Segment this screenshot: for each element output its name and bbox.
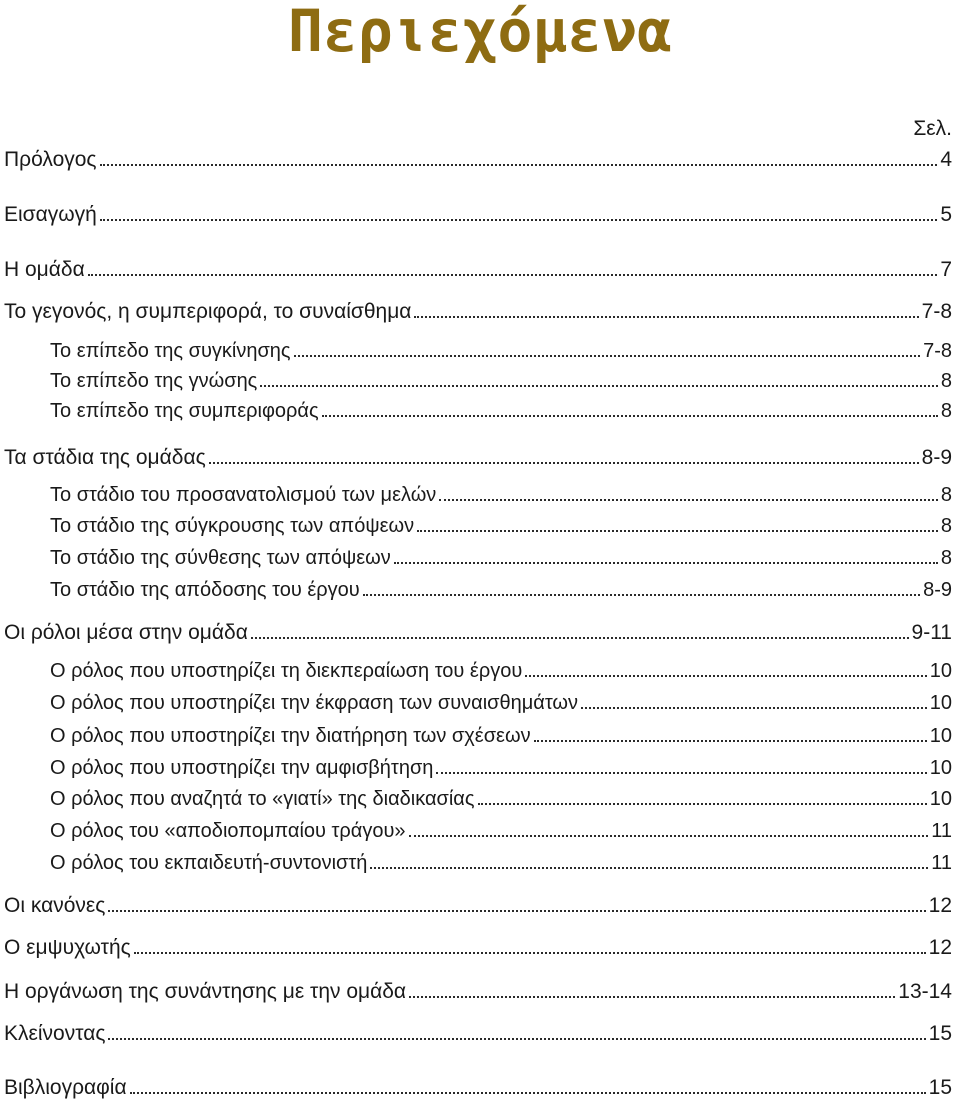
- toc-entry-label: Ο ρόλος που αναζητά το «γιατί» της διαδικασίας: [50, 788, 475, 810]
- toc-entry-label: Το επίπεδο της συμπεριφοράς: [50, 400, 319, 422]
- toc-entry-label: Κλείνοντας: [4, 1022, 106, 1045]
- toc-leader-dots: [534, 740, 927, 742]
- toc-entry: [50, 512, 952, 540]
- toc-entry-label: Οι κανόνες: [4, 894, 106, 917]
- toc-entry: [50, 397, 952, 425]
- toc-leader-dots: [409, 835, 929, 837]
- toc-entry-label: Η οργάνωση της συνάντησης με την ομάδα: [4, 980, 407, 1003]
- toc-entry: [4, 1074, 952, 1102]
- toc-entry: [4, 934, 952, 962]
- toc-entry-label: Ο ρόλος του εκπαιδευτή-συντονιστή: [50, 852, 368, 874]
- toc-entry-page: 11: [931, 820, 952, 842]
- toc-leader-dots: [294, 355, 921, 357]
- toc-entry: [50, 481, 952, 509]
- toc-entry-page: 13-14: [898, 980, 952, 1003]
- toc-entry-page: 8-9: [921, 446, 952, 469]
- page-column-header: Σελ.: [913, 117, 952, 140]
- toc-entry-label: Η ομάδα: [4, 258, 85, 281]
- toc-entry-page: 4: [940, 148, 952, 171]
- toc-entry-label: Ο ρόλος του «αποδιοπομπαίου τράγου»: [50, 820, 406, 842]
- toc-leader-dots: [251, 637, 909, 639]
- toc-entry: [4, 256, 952, 284]
- toc-entry: [50, 544, 952, 572]
- toc-entry-label: Πρόλογος: [4, 148, 97, 171]
- toc-entry: [50, 722, 952, 750]
- toc-entry: [4, 298, 952, 326]
- toc-entry: [4, 444, 952, 472]
- toc-entry: [4, 1020, 952, 1048]
- toc-leader-dots: [100, 219, 937, 221]
- toc-leader-dots: [363, 594, 920, 596]
- toc-entry-page: 8: [940, 547, 952, 569]
- toc-leader-dots: [414, 316, 918, 318]
- toc-entry: [50, 367, 952, 395]
- toc-entry-page: 7-8: [923, 340, 952, 362]
- toc-leader-dots: [134, 952, 926, 954]
- toc-entry-page: 10: [929, 660, 952, 682]
- toc-leader-dots: [436, 772, 926, 774]
- toc-entry-page: 11: [931, 852, 952, 874]
- toc-entry-page: 9-11: [911, 621, 952, 644]
- toc-entry-label: Ο ρόλος που υποστηρίζει την αμφισβήτηση: [50, 757, 434, 779]
- toc-entry: [50, 576, 952, 604]
- toc-entry-page: 8-9: [923, 579, 952, 601]
- toc-leader-dots: [322, 415, 938, 417]
- toc-entry-page: 8: [940, 515, 952, 537]
- toc-entry: [50, 689, 952, 717]
- toc-entry-label: Οι ρόλοι μέσα στην ομάδα: [4, 621, 248, 644]
- toc-entry-label: Το στάδιο της σύγκρουσης των απόψεων: [50, 515, 415, 537]
- toc-leader-dots: [394, 562, 938, 564]
- toc-entry: [4, 892, 952, 920]
- toc-entry-page: 5: [940, 203, 952, 226]
- toc-leader-dots: [130, 1092, 926, 1094]
- toc-entry-page: 15: [928, 1076, 952, 1099]
- toc-leader-dots: [209, 462, 919, 464]
- toc-entry: [4, 978, 952, 1006]
- toc-leader-dots: [88, 274, 938, 276]
- toc-entry-label: Το επίπεδο της γνώσης: [50, 370, 258, 392]
- toc-entry-label: Το στάδιο της απόδοσης του έργου: [50, 579, 360, 601]
- toc-entry-label: Το γεγονός, η συμπεριφορά, το συναίσθημα: [4, 300, 412, 323]
- toc-entry-label: Το επίπεδο της συγκίνησης: [50, 340, 291, 362]
- toc-leader-dots: [100, 164, 938, 166]
- toc-entry-page: 7: [940, 258, 952, 281]
- toc-entry: [4, 201, 952, 229]
- toc-leader-dots: [581, 707, 927, 709]
- toc-entry-page: 12: [928, 894, 952, 917]
- toc-entry-page: 10: [929, 757, 952, 779]
- toc-leader-dots: [478, 803, 927, 805]
- toc-entry-label: Ο ρόλος που υποστηρίζει την διατήρηση των σχέσεων: [50, 725, 531, 747]
- toc-entry: [50, 849, 952, 877]
- toc-entry: [4, 146, 952, 174]
- toc-entry-label: Το στάδιο της σύνθεσης των απόψεων: [50, 547, 391, 569]
- toc-leader-dots: [108, 1038, 925, 1040]
- toc-entry-page: 10: [929, 692, 952, 714]
- toc-entry-label: Ο ρόλος που υποστηρίζει τη διεκπεραίωση του έργου: [50, 660, 523, 682]
- toc-entry-page: 10: [929, 788, 952, 810]
- toc-entry-page: 8: [940, 400, 952, 422]
- toc-entry-page: 8: [940, 484, 952, 506]
- toc-entry-page: 12: [928, 936, 952, 959]
- toc-entry-label: Το στάδιο του προσανατολισμού των μελών: [50, 484, 437, 506]
- page-title: Περιεχόμενα: [287, 0, 673, 65]
- toc-leader-dots: [439, 499, 938, 501]
- toc-entry-label: Βιβλιογραφία: [4, 1076, 127, 1099]
- toc-leader-dots: [525, 675, 926, 677]
- toc-entry: [50, 657, 952, 685]
- toc-entry-label: Τα στάδια της ομάδας: [4, 446, 206, 469]
- toc-leader-dots: [108, 910, 925, 912]
- toc-entry: [50, 785, 952, 813]
- toc-entry-page: 15: [928, 1022, 952, 1045]
- toc-leader-dots: [409, 996, 895, 998]
- toc-entry-label: Ο εμψυχωτής: [4, 936, 131, 959]
- toc-entry-page: 10: [929, 725, 952, 747]
- toc-entry: [50, 337, 952, 365]
- toc-leader-dots: [260, 385, 938, 387]
- toc-entry: [4, 619, 952, 647]
- toc-leader-dots: [417, 530, 938, 532]
- toc-entry-page: 7-8: [921, 300, 952, 323]
- toc-entry: [50, 817, 952, 845]
- toc-entry: [50, 754, 952, 782]
- toc-entry-page: 8: [940, 370, 952, 392]
- toc-leader-dots: [370, 867, 928, 869]
- toc-entry-label: Εισαγωγή: [4, 203, 97, 226]
- toc-entry-label: Ο ρόλος που υποστηρίζει την έκφραση των συναισθημάτων: [50, 692, 579, 714]
